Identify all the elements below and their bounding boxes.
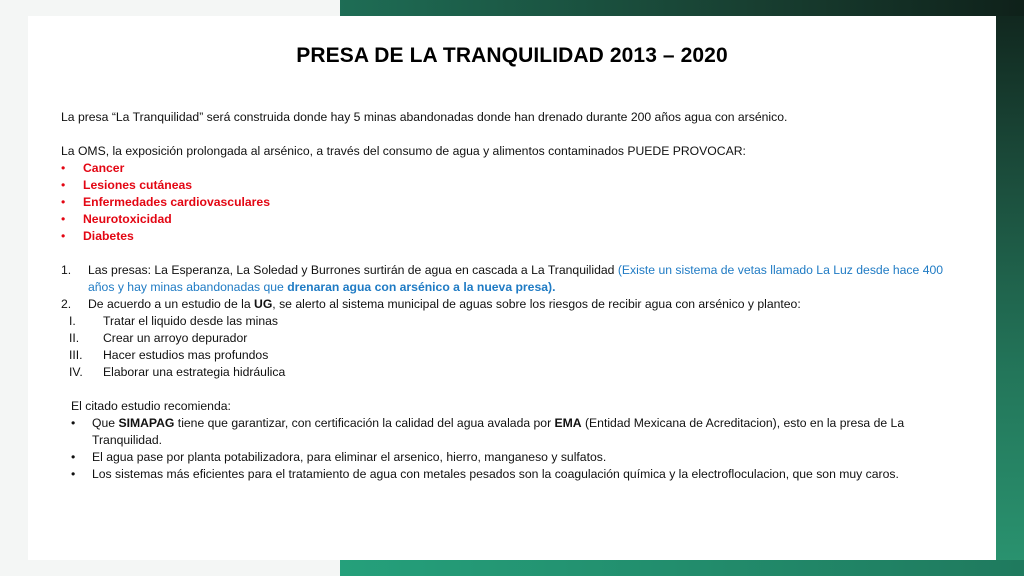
- background-band-top: [340, 0, 1024, 16]
- risk-item: • Cancer: [61, 161, 125, 175]
- risk-list: [61, 160, 971, 245]
- background-band-bottom: [340, 560, 1024, 576]
- intro-paragraph: La presa “La Tranquilidad” será construida donde hay 5 minas abandonadas donde han drenado durante 200 años agua con arsénico.: [61, 110, 788, 124]
- numbered-item-1: 1. Las presas: La Esperanza, La Soledad y Burrones surtirán de agua en cascada a La Tranquilidad (Existe un sistema de vetas llamado La Luz desde hace 400 años y hay minas abandonadas que drenaran agua con arsénico a la nueva presa).: [61, 263, 944, 294]
- recommendation-heading: El citado estudio recomienda:: [71, 399, 231, 413]
- oms-paragraph: La OMS, la exposición prolongada al arsénico, a través del consumo de agua y alimentos contaminados PUEDE PROVOCAR:: [61, 144, 746, 158]
- slide-title: PRESA DE LA TRANQUILIDAD 2013 – 2020: [296, 44, 728, 67]
- recommendation-item: • Los sistemas más eficientes para el tratamiento de agua con metales pesados son la coagulación química y la electrofloculacion, que son muy caros.: [71, 467, 899, 481]
- risk-item: • Neurotoxicidad: [61, 212, 172, 226]
- proposal-item: IV. Elaborar una estrategia hidráulica: [69, 365, 286, 379]
- proposal-item: I. Tratar el liquido desde las minas: [69, 314, 278, 328]
- proposal-item: III. Hacer estudios mas profundos: [69, 348, 269, 362]
- recommendation-item: • Que SIMAPAG tiene que garantizar, con certificación la calidad del agua avalada por EMA (Entidad Mexicana de Acreditacion), esto en la presa de La Tranquilidad.: [71, 416, 905, 447]
- numbered-item-2: 2. De acuerdo a un estudio de la UG, se alerto al sistema municipal de aguas sobre los riesgos de recibir agua con arsénico y planteo:: [61, 297, 801, 311]
- slide-body: [61, 109, 971, 483]
- slide: [28, 16, 996, 560]
- risk-item: • Enfermedades cardiovasculares: [61, 195, 270, 209]
- risk-item: • Diabetes: [61, 229, 134, 243]
- risk-item: • Lesiones cutáneas: [61, 178, 193, 192]
- recommendation-item: • El agua pase por planta potabilizadora, para eliminar el arsenico, hierro, manganeso y sulfatos.: [71, 450, 607, 464]
- proposal-item: II. Crear un arroyo depurador: [69, 331, 248, 345]
